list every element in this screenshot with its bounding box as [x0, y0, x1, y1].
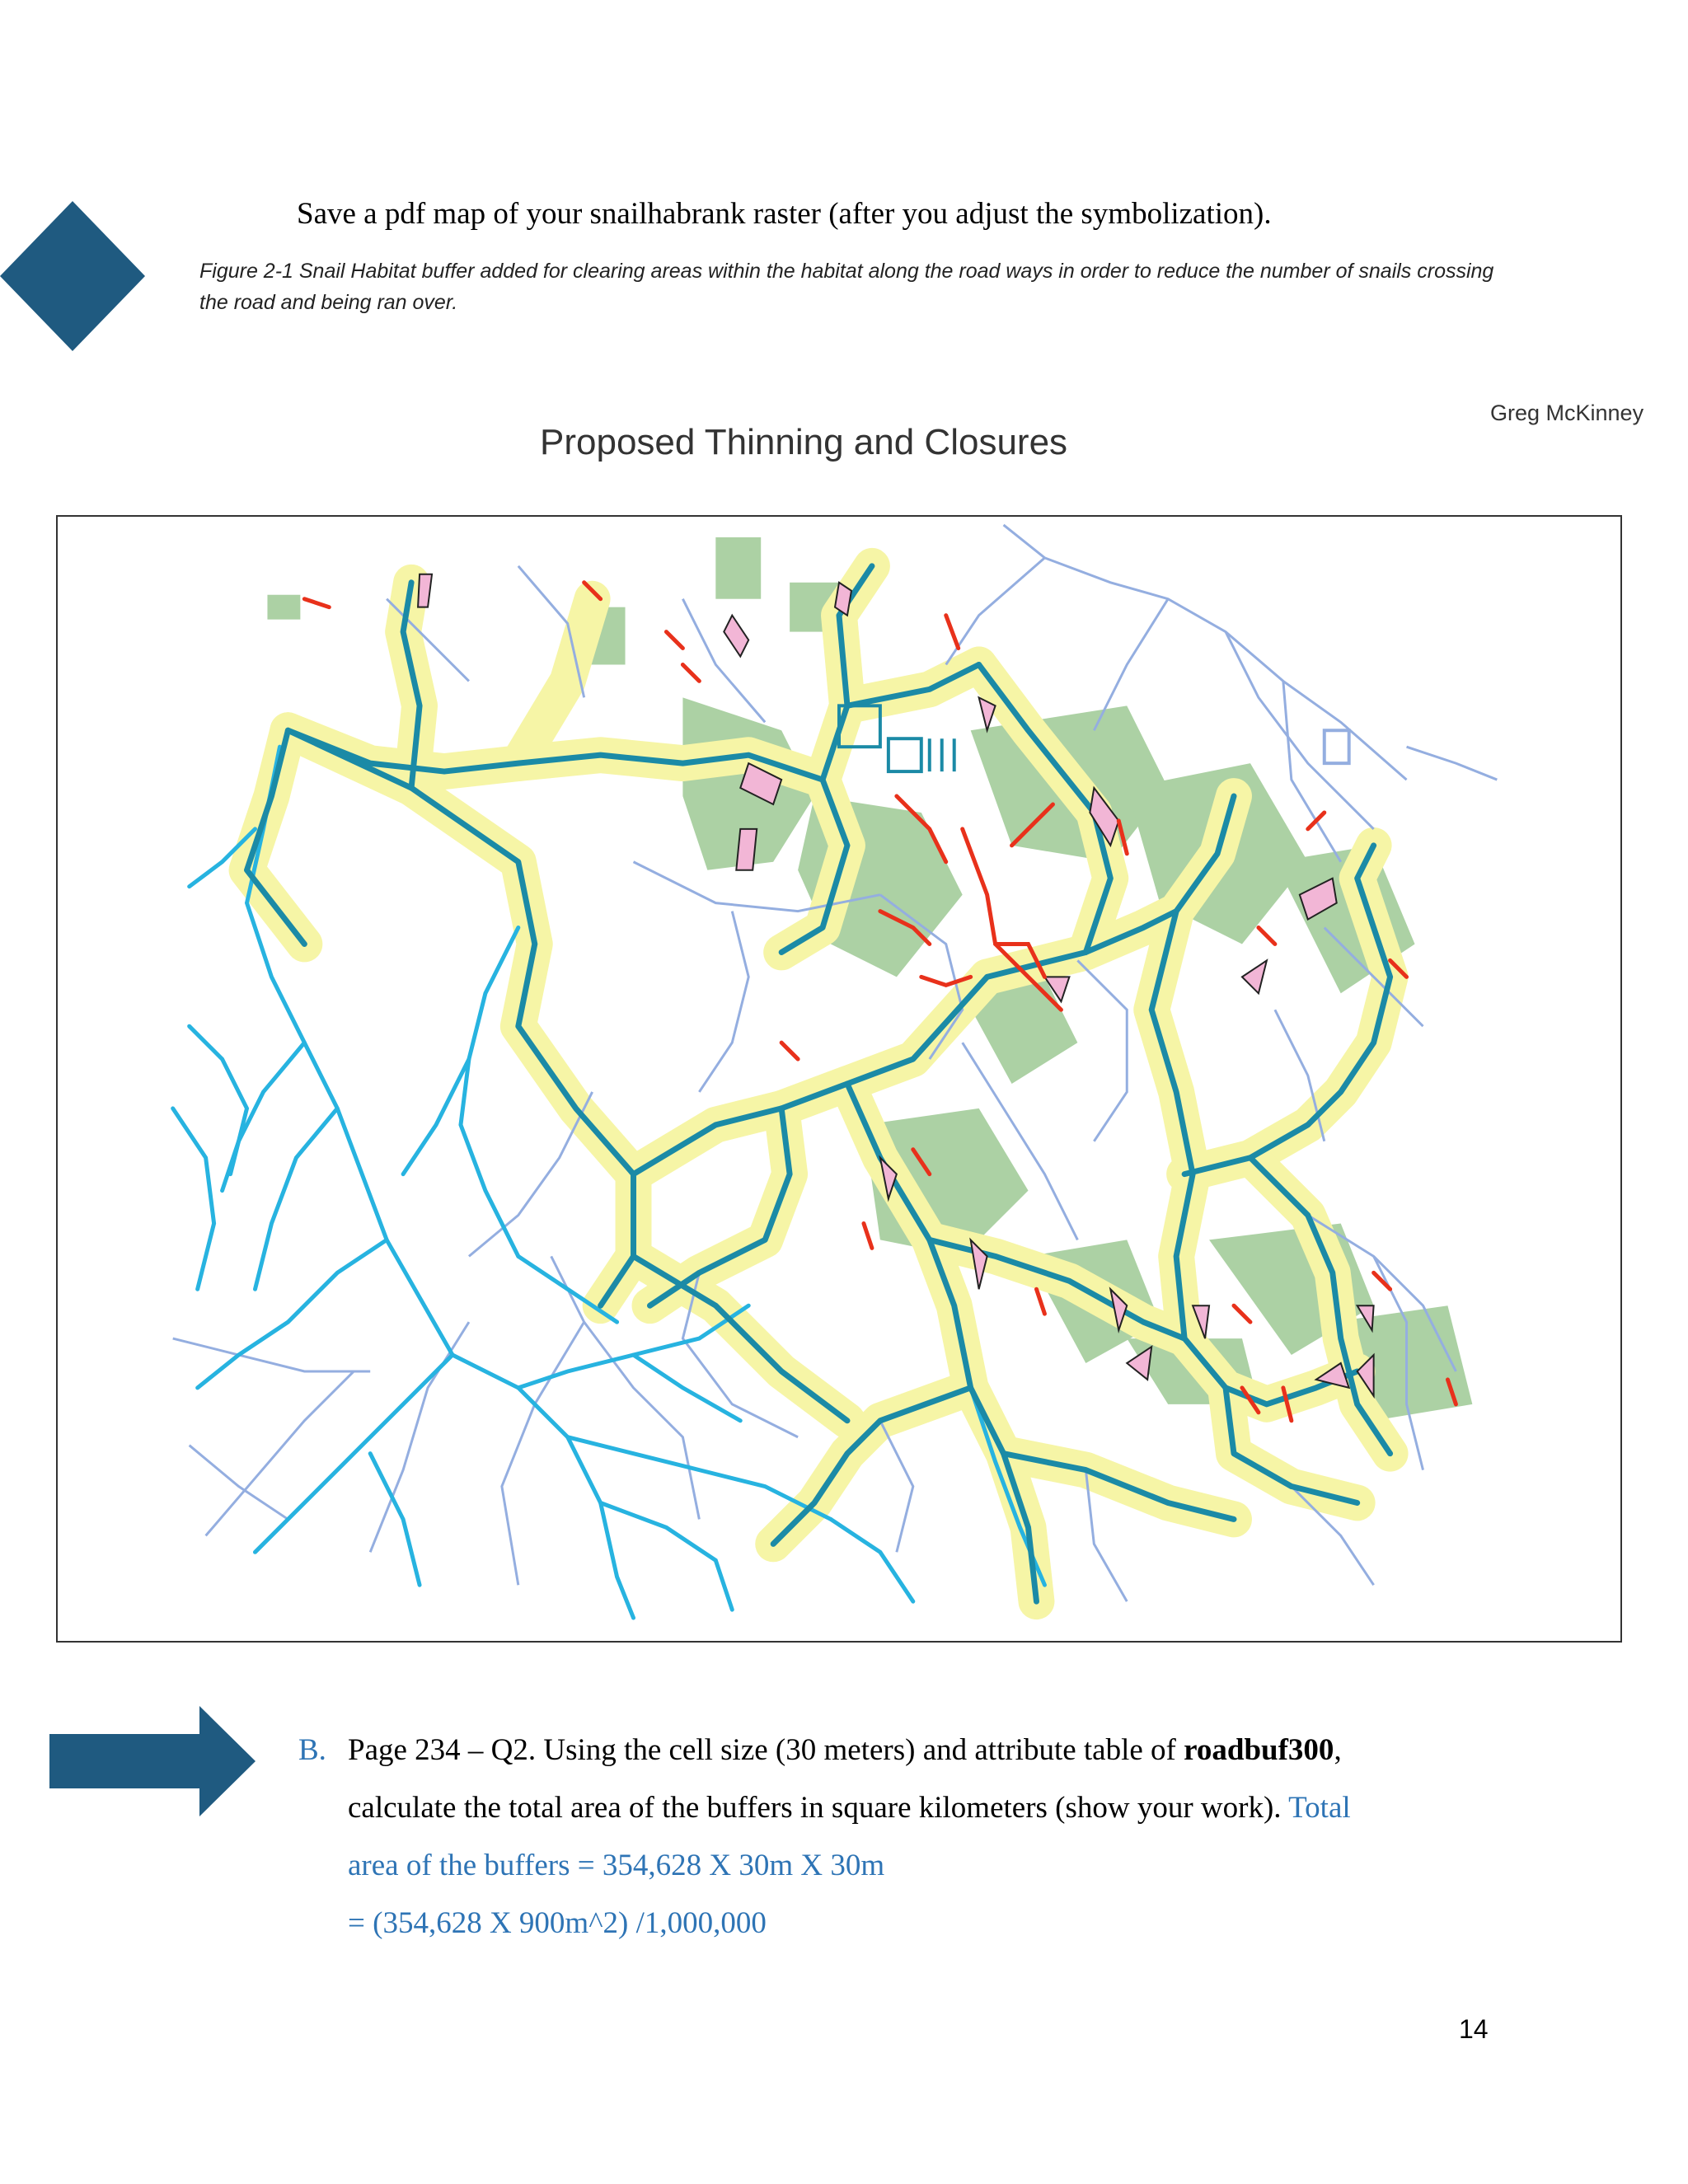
question-line-2: [348, 1790, 1351, 1826]
question-letter: B.: [298, 1733, 326, 1767]
diamond-icon: [0, 201, 145, 351]
answer-line-1: area of the buffers = 354,628 X 30m X 30m: [348, 1849, 885, 1882]
map-image: [58, 517, 1620, 1641]
answer-line-2: = (354,628 X 900m^2) /1,000,000: [348, 1906, 767, 1940]
instruction-text: Save a pdf map of your snailhabrank raster (after you adjust the symbolization).: [297, 197, 1272, 231]
question-text: calculate the total area of the buffers in square kilometers (show your work).: [348, 1791, 1289, 1825]
question-suffix: ,: [1334, 1733, 1342, 1767]
figure-caption: Figure 2-1 Snail Habitat buffer added for clearing areas within the habitat along the road ways in order to reduce the number of snails crossing the road and being ran over.: [199, 260, 1494, 314]
answer-start: Total: [1288, 1791, 1351, 1825]
map-title: Proposed Thinning and Closures: [540, 422, 1068, 462]
forest-layer: [267, 537, 1472, 1421]
question-bold-term: roadbuf300: [1184, 1733, 1334, 1767]
page-number: 14: [1459, 2014, 1489, 2044]
arrow-right-icon: [49, 1706, 256, 1816]
question-prefix: Page 234 – Q2. Using the cell size (30 meters) and attribute table of: [348, 1733, 1184, 1767]
map-frame: [56, 515, 1622, 1643]
question-line-1: [348, 1732, 1342, 1769]
map-author: Greg McKinney: [1490, 401, 1644, 425]
